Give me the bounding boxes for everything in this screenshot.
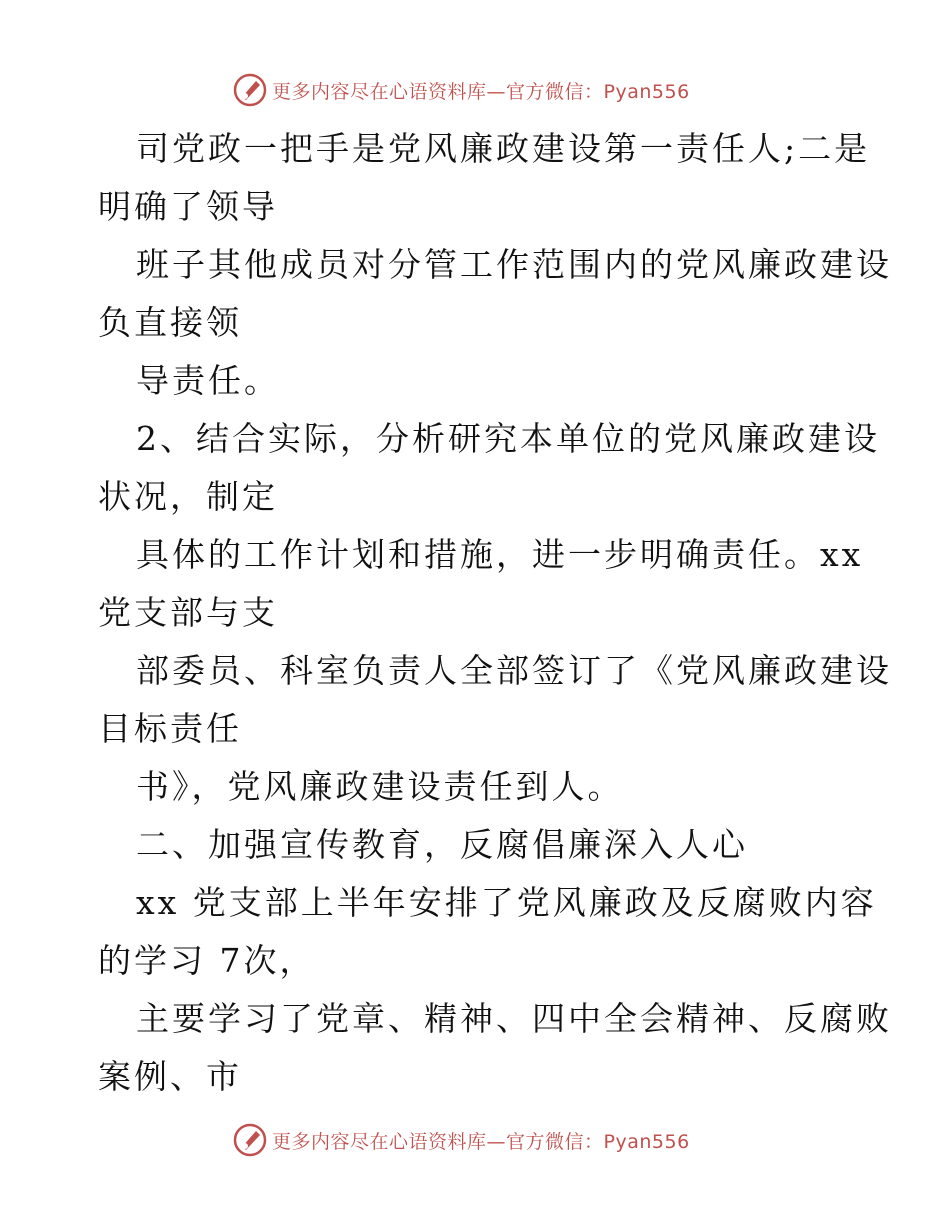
- body-line: 2、结合实际，分析研究本单位的党风廉政建设: [136, 419, 880, 458]
- body-line: 二、加强宣传教育，反腐倡廉深入人心: [136, 825, 748, 864]
- body-line: xx 党支部上半年安排了党风廉政及反腐败内容: [136, 883, 877, 922]
- pen-logo-icon: [232, 1122, 268, 1158]
- footer-banner-text: 更多内容尽在心语资料库—官方微信：Pyan556: [272, 1130, 690, 1153]
- document-body: [98, 120, 892, 1106]
- body-line: 班子其他成员对分管工作范围内的党风廉政建设: [136, 245, 892, 284]
- body-line: 明确了领导: [98, 187, 278, 226]
- body-line: 党支部与支: [98, 593, 278, 632]
- body-line: 部委员、科室负责人全部签订了《党风廉政建设: [136, 651, 892, 690]
- body-line: 状况，制定: [98, 477, 278, 516]
- header-banner-text: 更多内容尽在心语资料库—官方微信：Pyan556: [272, 80, 690, 103]
- footer-banner: [232, 1122, 690, 1158]
- body-line: 司党政一把手是党风廉政建设第一责任人;二是: [136, 129, 871, 168]
- body-line: 的学习 7次，: [98, 941, 316, 980]
- body-line: 案例、市: [98, 1057, 242, 1096]
- body-line: 目标责任: [98, 709, 242, 748]
- body-line: 导责任。: [136, 361, 280, 400]
- body-line: 具体的工作计划和措施，进一步明确责任。xx: [136, 535, 864, 574]
- body-line: 主要学习了党章、精神、四中全会精神、反腐败: [136, 999, 892, 1038]
- body-line: 书》，党风廉政建设责任到人。: [136, 767, 624, 806]
- pen-logo-icon: [232, 72, 268, 108]
- header-banner: [232, 72, 690, 108]
- body-line: 负直接领: [98, 303, 242, 342]
